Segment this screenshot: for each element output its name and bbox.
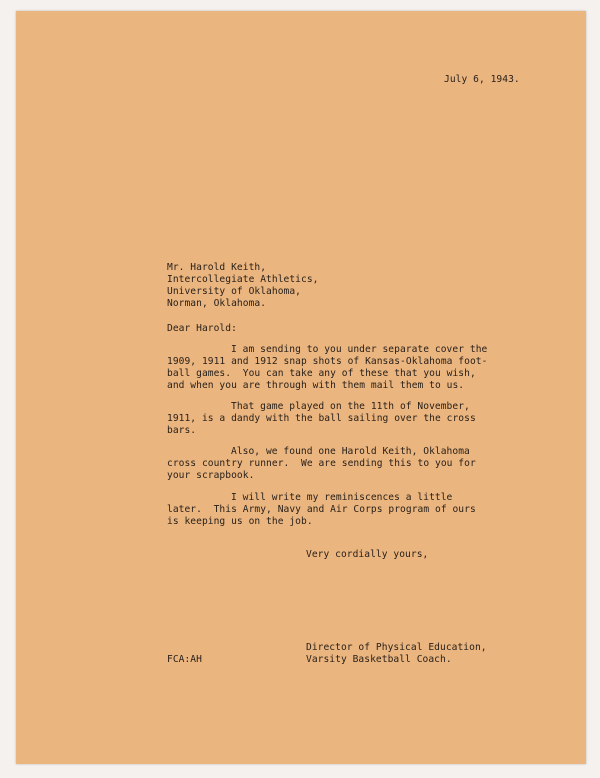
paragraph-2-line: 1911, is a dandy with the ball sailing over the cross — [167, 413, 476, 424]
recipient-city: Norman, Oklahoma. — [167, 298, 267, 309]
paragraph-4-line: I will write my reminiscences a little — [231, 492, 453, 503]
paragraph-1-line: I am sending to you under separate cover the — [231, 344, 488, 355]
paragraph-4-line: is keeping us on the job. — [167, 516, 313, 527]
paragraph-2-line: That game played on the 11th of November, — [231, 401, 470, 412]
paragraph-1-line: 1909, 1911 and 1912 snap shots of Kansas-Oklahoma foot- — [167, 356, 488, 367]
recipient-institution: University of Oklahoma, — [167, 286, 301, 297]
letter-date: July 6, 1943. — [444, 74, 520, 85]
closing: Very cordially yours, — [306, 549, 429, 560]
signer-title-line: Director of Physical Education, — [306, 642, 487, 653]
paragraph-4-line: later. This Army, Navy and Air Corps program of ours — [167, 504, 476, 515]
recipient-department: Intercollegiate Athletics, — [167, 274, 319, 285]
paragraph-3-line: your scrapbook. — [167, 470, 255, 481]
typist-initials: FCA:AH — [167, 654, 202, 665]
paragraph-2-line: bars. — [167, 425, 197, 436]
paragraph-1-line: ball games. You can take any of these that you wish, — [167, 368, 476, 379]
signer-title-line: Varsity Basketball Coach. — [306, 654, 452, 665]
paragraph-1-line: and when you are through with them mail them to us. — [167, 380, 465, 391]
paragraph-3-line: Also, we found one Harold Keith, Oklahoma — [231, 446, 470, 457]
salutation: Dear Harold: — [167, 323, 237, 334]
recipient-name: Mr. Harold Keith, — [167, 262, 267, 273]
letter-page — [16, 11, 586, 764]
paragraph-3-line: cross country runner. We are sending this to you for — [167, 458, 476, 469]
